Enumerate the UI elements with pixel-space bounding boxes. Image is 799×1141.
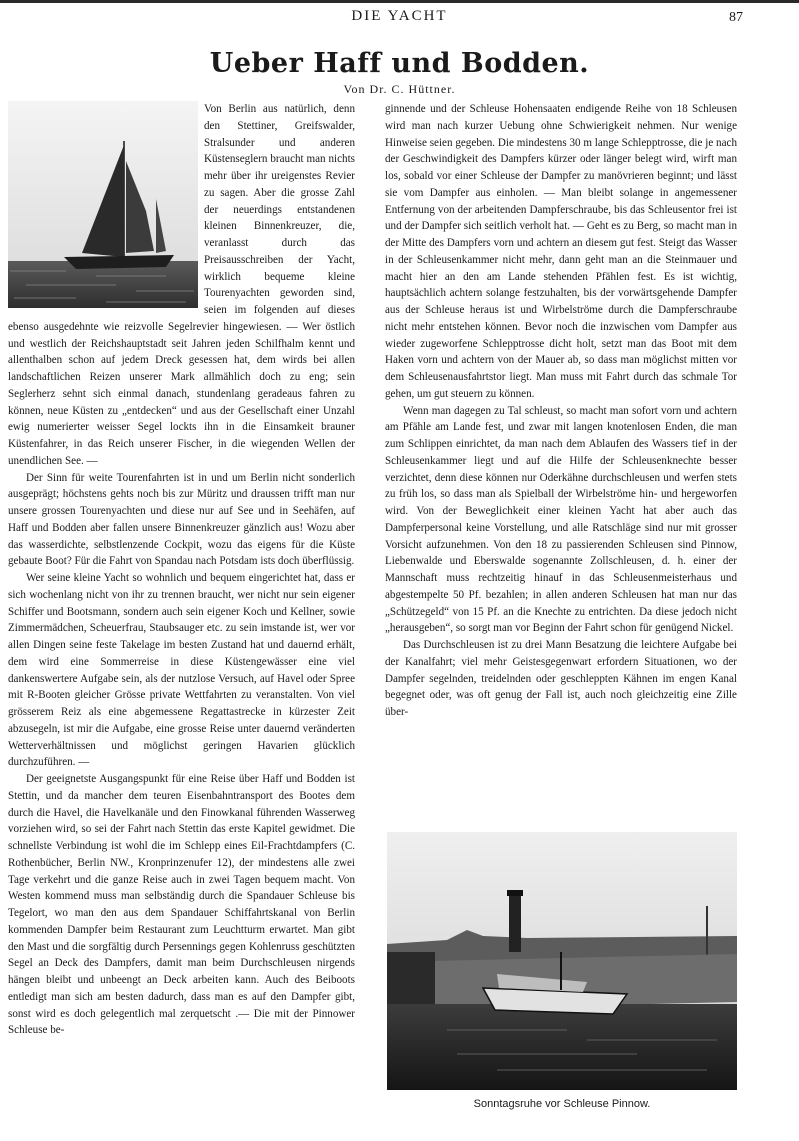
byline: Von Dr. C. Hüttner.	[343, 82, 456, 96]
paragraph: Von Berlin aus natürlich, denn den Stettiner, Greifswalder, Stralsunder und anderen Küstenseglern braucht man nichts mehr über ihr ureigenstes Revier zu sagen. Aber die grosse Zahl der neuerdings entstandenen kleinen Binnenkreuzer, die, veranlasst durch das Preisausschreiben der Yacht, wirklich bequeme kleine Tourenyachten geworden sind, seien im folgenden auf dieses ebenso ausgedehnte wie reizvolle Segelrevier hingewiesen. — Wer östlich und westlich der Reichshauptstadt seit Jahren jeden Schilfhalm kennt und allenthalben schon auf jedem Dreck gesessen hat, dem wirds bei allen landschaftlichen Reizen unserer Mark allmählich doch zu eng; sein Seglerherz sehnt sich einmal danach, stundenlang geradeaus fahren zu können, neue Küsten zu „entdecken“ und aus der Gesellschaft einer Unzahl ewig numerierter weisser Segel lockts ihn in die Einsamkeit brauner Küstenfahrer, in das Reich unserer Fischer, in die wiegenden Wellen der unendlichen See. —	[8, 103, 355, 467]
paragraph: Der Sinn für weite Tourenfahrten ist in und um Berlin nicht sonderlich ausgeprägt; höchstens gehts noch bis zur Müritz und draussen trifft man nur unsere grossen Tourenyachten und diese nur auf See und in Seehäfen, auf Haff und Bodden aber fallen unsere Binnenkreuzer gänzlich aus! Wozu aber das wasserdichte, selbstlenzende Cockpit, wozu das eigens für die Küste gebaute Boot? Für die Fahrt von Spandau nach Potsdam ists doch überflüssig.	[8, 471, 355, 568]
sailboat-photo	[8, 101, 198, 308]
paragraph: Wenn man dagegen zu Tal schleust, so macht man sofort vorn und achtern am Pfähle am Lande fest, und zwar mit langen knotenlosen Enden, die man zum Schlippen einrichtet, da man nach dem Ablaufen des Wassers tief in der Schleusenkammer liegt und auf die Hilfe der Schleusenknechte besser verzichtet, denn diese können nur Oderkähne durchschleusen und werfen stets zu früh los, so dass man als Spielball der Wirbelströme hin- und hergeworfen wird. Von der Beweglichkeit einer kleinen Yacht hat aber auch das Dampferpersonal keine Vorstellung, und alle Ratschläge sind nur mit grosser Vorsicht aufzunehmen. Von den 18 zu passierenden Schleusen sind Pinnow, Liebenwalde und Eberswalde sogenannte Zollschleusen, d. h. einer der Mannschaft muss rechtzeitig hinauf in das Schleusenmeisterhaus und abgestempelte 50 Pf. bezahlen; in allen anderen Schleusen hat man nur das „Schützegeld“ von 15 Pf. an die Knechte zu entrichten. Da diese jedoch nicht „herausgeben“, so sorgt man vor Beginn der Fahrt schon für genügend Nickel.	[385, 404, 737, 635]
top-rule	[0, 0, 799, 3]
paragraph: ginnende und der Schleuse Hohensaaten endigende Reihe von 18 Schleusen wird man nach kurzer Uebung ohne Schwierigkeit nehmen. Nur wenige Hinweise seien gegeben. Die mindestens 30 m lange Schlepptrosse, die je nach der Geschwindigkeit des Dampfers kürzer oder länger belegt wird, wirft man los, sobald vor einer Schleuse der Dampfer zu manövrieren beginnt; und lässt sie vom Dampfer aus einholen. — Man bleibt solange in angemessener Entfernung von der arbeitenden Dampferschraube, bis das Schleusentor frei ist und der Dampfer sich seitlich verholt hat. — Geht es zu Berg, so macht man in der Mitte des Dampfers vorn und achtern an diesem gut fest. Steigt das Wasser in der Schleusenkammer nicht mehr, dann geht man an die Steinmauer und macht hier an den am Lande stehenden Pfählen fest. Es ist wichtig, hauptsächlich achtern solange festzuhalten, bis der vorwärtsgehende Dampfer aus der Schleuse heraus ist und Wirbelströme durch die Dampferschraube nicht mehr entstehen können. Bevor noch die inzwischen vom Dampfer aus wieder zugeworfene Schlepptrosse dicht holt, setzt man das Boot mit dem Haken vorn und achtern von der Mauer ab, so dass man möglichst mitten vor dem Schleusenausfahrtstor liegt. Man muss mit Fahrt durch das schmale Tor gehen, um gut steuern zu können.	[385, 103, 737, 400]
paragraph: Der geeignetste Ausgangspunkt für eine Reise über Haff und Bodden ist Stettin, und da mancher dem teuren Eisenbahntransport des Bootes dem durch die Havel, die Havelkanäle und den Finowkanal führenden Wasserweg vorziehen wird, so sei der Fahrt nach Stettin das erste Kapitel gewidmet. Die schnellste Verbindung ist wohl die im Schlepp eines Eil-Frachtdampfers (C. Rothenbücher, Berlin NW., Kronprinzenufer 12), der mindestens alle zwei Tage verkehrt und die ganze Reise auch in zwei Tagen bequem macht. Von Westen kommend muss man selbständig durch die Spandauer Schleuse bis Tegelort, wo man den aus dem Spandauer Schiffahrtskanal von Berlin kommenden Dampfer beim Restaurant zum Leuchtturm erwartet. Man gibt den Mast und die sorgfältig durch Persennings gegen Kohlenruss geschützten Segel an Deck des Dampfers, damit man beim Durchschleusen nirgends hängen bleibt und unbeengt an Deck arbeiten kann. Auch des Beiboots entledigt man sich am besten dadurch, dass man es auf den Dampfer gibt, sonst wird es doch gelegentlich mal zerquetscht .— Die mit der Pinnower Schleuse be-	[8, 773, 355, 1037]
photo-caption: Sonntagsruhe vor Schleuse Pinnow.	[473, 1098, 651, 1110]
page-number: 87	[729, 10, 743, 25]
lock-photo	[387, 832, 737, 1090]
paragraph: Wer seine kleine Yacht so wohnlich und bequem eingerichtet hat, dass er sich wochenlang nicht von ihr zu trennen braucht, wer nicht nur sein eigener Schiffer und Bootsmann, sondern auch sein eigener Koch und Kellner, sowie Zimmermädchen, Scheuerfrau, Staubsauger etc. zu sein imstande ist, wer vor allen Dingen seine feste Takelage im besten Zustand hat und dauernd erhält, dem wird eine Sommerreise in diese Küstengewässer eine viel dankenswertere Aufgabe sein, als der nutzlose Versuch, auf Havel oder Spree mit R-Booten gleicher Grösse private Wettfahrten zu veranstalten. Von viel grösserem Reiz als eine abgemessene Regattastrecke in kürzester Zeit abzusegeln, ist mir die Aufgabe, eine grosse Reise unter dauernd veränderten Wetterverhältnissen und möglichst geringen Havarien glücklich durchzuführen. —	[8, 572, 355, 769]
running-head: DIE YACHT	[351, 8, 448, 24]
right-column	[385, 101, 737, 821]
article-title: Ueber Haff und Bodden.	[209, 48, 590, 79]
left-column	[8, 101, 355, 1111]
paragraph: Das Durchschleusen ist zu drei Mann Besatzung die leichtere Aufgabe bei der Kanalfahrt; viel mehr Geistesgegenwart erfordern Situationen, wo der Dampfer segelnden, treidelnden oder geschleppten Kähnen im engen Kanal begegnet oder, was oft genug der Fall ist, auch noch gleichzeitig eine Zille über-	[385, 639, 737, 718]
